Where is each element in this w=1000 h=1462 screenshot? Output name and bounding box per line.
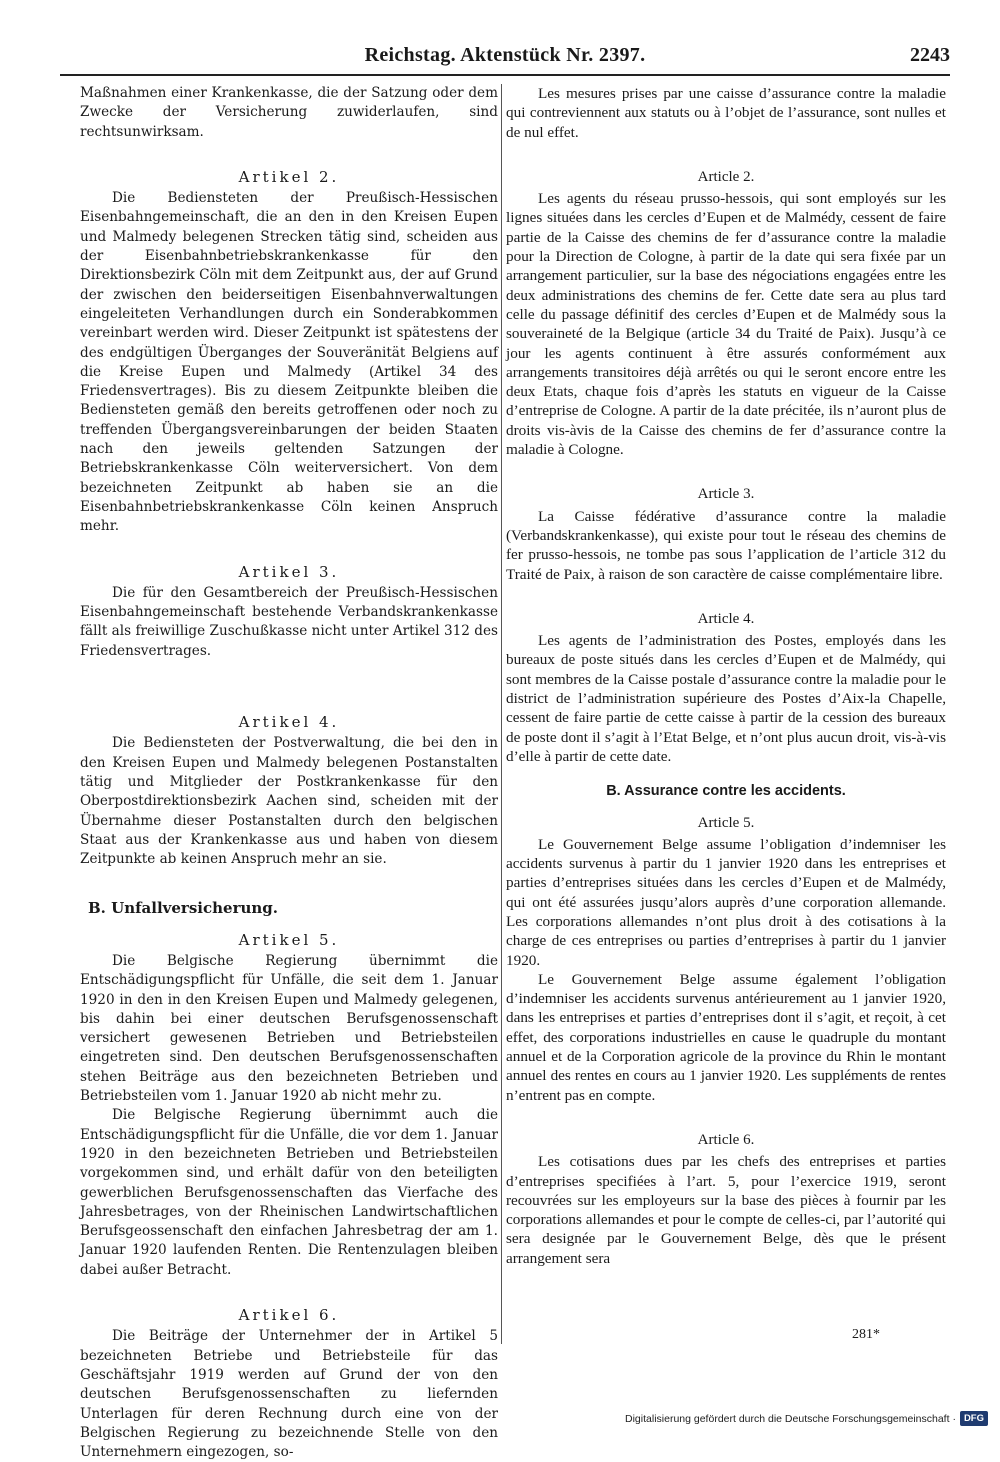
german-art6-text: Die Beiträge der Unternehmer der in Artikel 5 bezeichneten Betriebe und Betriebsteile für das Geschäftsjahr 1919 werden auf Grund der von den deutschen Berufsgenossenschaften zu liefernden Unterlagen für deren Rechnung durch eine von der Belgischen Regierung zu bezeichnende Stelle von den Unternehmern eingezogen, so-	[80, 1328, 498, 1461]
french-art5-text1: Le Gouvernement Belge assume l’obligation d’indemniser les accidents survenus à partir du 1 janvier 1920 dans les entreprises et parties d’entreprises situées dans les cercles d’Eupen et de Malmédy, qui ont été assurées jusqu’alors auprès d’une corporation allemande. Les corporations allemandes n’ont plus droit à des cotisations à la charge de ces entreprises ou parties d’entreprises à partir du 1 janvier 1920.	[506, 835, 946, 969]
page-title: Reichstag. Aktenstück Nr. 2397.	[364, 44, 646, 66]
french-art5-text2: Le Gouvernement Belge assume également l’obligation d’indemniser les accidents survenus antérieurement au 1 janvier 1920, dans les entreprises et parties d’entreprises dont il s’agit, et reçoit, à cet effet, des corporations industrielles en cause le quadruple du montant annuel et de la Corporation agricole de la province du Rhin le montant annuel des rentes en cours au 1 janvier 1920. Les suppléments de rentes n’entrent pas en compte.	[506, 970, 946, 1104]
french-section-b: B. Assurance contre les accidents.	[606, 783, 846, 800]
french-art2-heading: Article 2.	[697, 168, 755, 185]
french-art3-text: La Caisse fédérative d’assurance contre la maladie (Verbandskrankenkasse), qui existe pour tout le réseau des chemins de fer prusso-hessois, ne tombe pas sous l’application de l’article 312 du Traité de Paix, à raison de son caractère de caisse complémentaire libre.	[506, 507, 946, 583]
german-art5-heading: Artikel 5.	[238, 930, 340, 949]
french-column	[506, 84, 946, 1374]
french-intro: Les mesures prises par une caisse d’assurance contre la maladie qui contreviennent aux statuts ou à l’objet de l’assurance, sont nulles et de nul effet.	[506, 85, 946, 141]
german-section-b: B. Unfallversicherung.	[88, 899, 278, 918]
french-art4-text: Les agents de l’administration des Postes, employés dans les bureaux de poste situés dans les cercles d’Eupen et de Malmédy, qui sont membres de la Caisse postale d’assurance contre la maladie pour le district de l’administration supérieure des Postes d’Aix-la Chapelle, cessent de faire partie de cette caisse à partir de la cession des bureaux de poste dont il s’agit à l’Etat Belge, et n’ont plus aucun droit, vis-à-vis d’elle à partir de cette date.	[506, 632, 946, 765]
german-column	[80, 84, 498, 1461]
page-number: 2243	[910, 44, 950, 66]
german-art3-heading: Artikel 3.	[238, 562, 340, 581]
german-art4-heading: Artikel 4.	[238, 713, 340, 732]
page-header	[60, 42, 950, 76]
german-art5-text1: Die Belgische Regierung übernimmt die Entschädigungspflicht für Unfälle, die seit dem 1. Januar 1920 in den in den Kreisen Eupen und Malmedy gelegenen, bis dahin bei einer deutschen Berufsgenossenschaft versichert gewesenen Betrieben und Betriebsteilen eingetreten sind. Den deutschen Berufsgenossenschaften stehen Beiträge aus den bezeichneten Betrieben und Betriebsteilen vom 1. Januar 1920 ab nicht mehr zu.	[80, 952, 498, 1105]
footer-text: Digitalisierung gefördert durch die Deutsche Forschungsgemeinschaft ·	[625, 1412, 956, 1425]
signature-mark: 281*	[852, 1327, 880, 1342]
german-art2-text: Die Bediensteten der Preußisch-Hessischen Eisenbahngemeinschaft, die an den in den Kreisen Eupen und Malmedy belegenen Strecken tätig sind, scheiden aus der Eisenbahnbetriebskrankenkasse für den Direktionsbezirk Cöln mit dem Zeitpunkt aus, der auf Grund der zwischen den beiderseitigen Eisenbahnverwaltungen eingeleiteten Verhandlungen durch ein Sonderabkommen vereinbart werden wird. Dieser Zeitpunkt ist spätestens der des endgültigen Überganges der Souveränität Belgiens auf die Kreise Eupen und Malmedy (Artikel 34 des Friedensvertrages). Bis zu diesem Zeitpunkte bleiben die Bediensteten gemäß den bereits getroffenen oder noch zu treffenden Übergangsvereinbarungen der beiden Staaten nach den jeweils geltenden Satzungen der Betriebskrankenkasse Cöln weiterversichert. Von dem bezeichneten Zeitpunkt ab haben sie an die Eisenbahnbetriebskrankenkasse Cöln keinen Anspruch mehr.	[80, 190, 498, 535]
french-art5-heading: Article 5.	[697, 814, 755, 831]
digitization-footer	[625, 1411, 988, 1426]
french-art3-heading: Article 3.	[697, 486, 755, 503]
french-art6-heading: Article 6.	[697, 1131, 755, 1148]
dfg-logo: DFG	[960, 1411, 988, 1426]
french-art4-heading: Article 4.	[697, 610, 755, 627]
german-art3-text: Die für den Gesamtbereich der Preußisch-Hessischen Eisenbahngemeinschaft bestehende Verbandskrankenkasse fällt als freiwillige Zuschußkasse nicht unter Artikel 312 des Friedensvertrages.	[80, 584, 498, 659]
german-art2-heading: Artikel 2.	[238, 167, 340, 186]
german-art6-heading: Artikel 6.	[238, 1306, 340, 1325]
french-art2-text: Les agents du réseau prusso-hessois, qui sont employés sur les lignes situées dans les cercles d’Eupen et de Malmédy, cessent de faire partie de la Caisse des chemins de fer d’assurance contre la maladie pour la Direction de Cologne, à partir de la date qui sera fixée par un arrangement particulier, sur la base des négociations engagées entre les deux administrations des chemins de fer. Cette date sera au plus tard celle du passage définitif des cercles d’Eupen et de Malmédy sous la souveraineté de la Belgique (article 34 du Traité de Paix). Jusqu’à ce jour les agents continuent à être assurés conformément aux arrangements transitoires déjà arrêtés ou qui le seront encore entre les deux Etats, chaque fois d’après les statuts en vigueur de la Caisse d’entreprise de Cologne. A partir de la date précitée, ils n’auront plus de droits vis-àvis de la Caisse des chemins de fer d’assurance contre la maladie à Cologne.	[506, 190, 946, 459]
french-art6-text: Les cotisations dues par les chefs des entreprises et parties d’entreprises specifiées à l’art. 5, pour l’exercice 1919, seront recouvrées sur les employeurs sur la base des pièces à fournir par les corporations allemandes et pour le compte de celles-ci, par l’autorité qui sera designée par le Gouvernement Belge, dès que le présent arrangement sera	[506, 1153, 946, 1267]
column-divider	[501, 84, 502, 1344]
german-art5-text2: Die Belgische Regierung übernimmt auch die Entschädigungspflicht für die Unfälle, die vor dem 1. Januar 1920 in den bezeichneten Betrieben und Betriebsteilen vorgekommen sind, und erhält dafür von den beteiligten gewerblichen Berufsgenossenschaften das Vierfache des Jahresbetrages, von der Rheinischen Landwirtschaftlichen Berufsgeossenschaft den einfachen Jahresbetrag der am 1. Januar 1920 laufenden Renten. Die Rentenzulagen bleiben dabei außer Betracht.	[80, 1107, 498, 1278]
german-intro: Maßnahmen einer Krankenkasse, die der Satzung oder dem Zwecke der Versicherung zuwiderlaufen, sind rechtsunwirksam.	[80, 85, 498, 140]
german-art4-text: Die Bediensteten der Postverwaltung, die bei den in den Kreisen Eupen und Malmedy belegenen Postanstalten tätig und Mitglieder der Postkrankenkasse für den Oberpostdirektionsbezirk Aachen sind, scheiden mit der Übernahme dieser Postanstalten durch den belgischen Staat aus der Krankenkasse aus und haben von diesem Zeitpunkte ab keinen Anspruch mehr an sie.	[80, 735, 498, 868]
